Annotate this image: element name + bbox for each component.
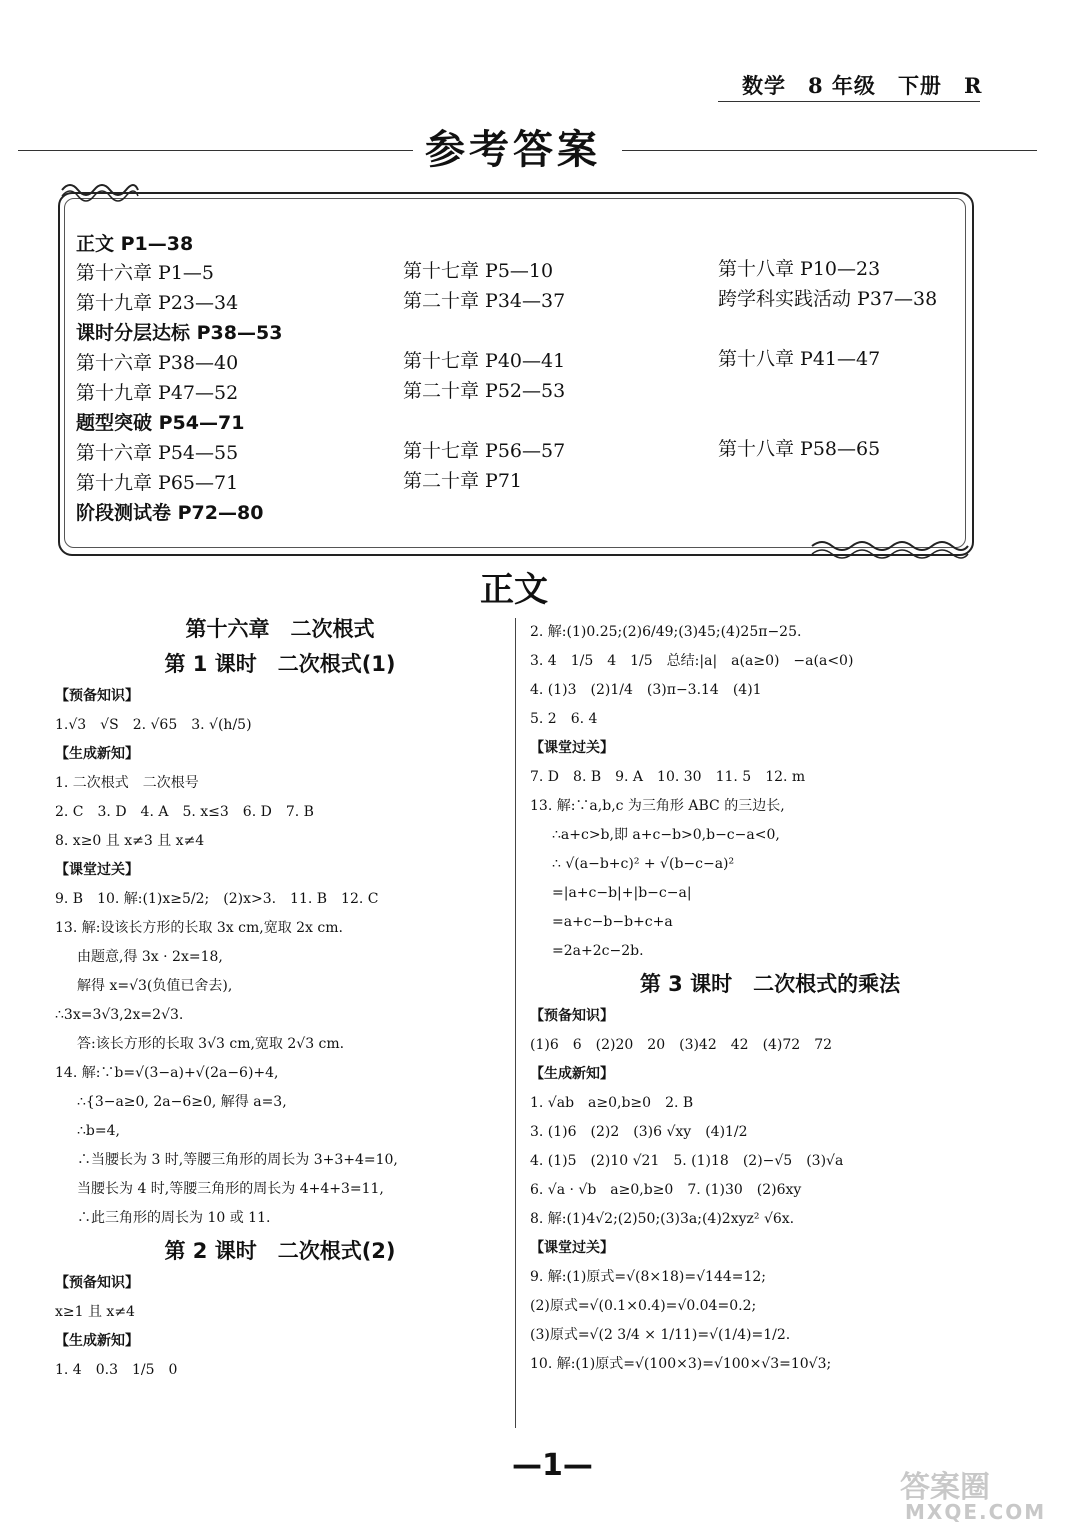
lesson-title: 第 2 课时 二次根式(2) xyxy=(164,1239,396,1263)
answer-line: 1.√3 √S 2. √65 3. √(h/5) xyxy=(55,717,252,733)
answer-line: 1. √ab a≥0,b≥0 2. B xyxy=(530,1095,694,1111)
wave-ornament-top xyxy=(60,178,140,202)
header-volume: 下册 xyxy=(897,73,942,98)
left-column xyxy=(55,612,505,1385)
answer-line: ∴{3−a≥0, 2a−6≥0, 解得 a=3, xyxy=(77,1094,287,1110)
section-label: 【课堂过关】 xyxy=(530,740,614,756)
answer-line: 6. √a · √b a≥0,b≥0 7. (1)30 (2)6xy xyxy=(530,1182,802,1198)
answer-line: ∴b=4, xyxy=(77,1123,120,1139)
toc-item: 第十六章 P1—5 xyxy=(76,262,215,284)
answer-line: 由题意,得 3x · 2x=18, xyxy=(77,949,223,965)
answer-line: 10. 解:(1)原式=√(100×3)=√100×√3=10√3; xyxy=(530,1356,832,1372)
header-subject: 数学 xyxy=(742,73,786,98)
toc-item: 第十六章 P38—40 xyxy=(76,352,239,374)
answer-line: 13. 解:∵a,b,c 为三角形 ABC 的三边长, xyxy=(530,798,785,814)
toc-item: 第十八章 P10—23 xyxy=(718,258,881,280)
answer-line: ∴ √(a−b+c)² + √(b−c−a)² xyxy=(552,856,735,872)
section-label: 【预备知识】 xyxy=(530,1008,614,1024)
lesson-title: 第 1 课时 二次根式(1) xyxy=(164,652,396,676)
page-header xyxy=(742,70,1004,100)
answer-line: =a+c−b−b+c+a xyxy=(552,914,673,930)
answer-line: ∴当腰长为 3 时,等腰三角形的周长为 3+3+4=10, xyxy=(77,1152,398,1168)
answer-line: 1. 4 0.3 1/5 0 xyxy=(55,1362,178,1378)
lesson1-answers xyxy=(55,682,505,1233)
section-label: 【预备知识】 xyxy=(55,688,139,704)
answer-line: =|a+c−b|+|b−c−a| xyxy=(552,885,692,901)
page-title: 参考答案 xyxy=(425,126,601,173)
section-label: 【生成新知】 xyxy=(55,1333,139,1349)
answer-line: (3)原式=√(2 3/4 × 1/11)=√(1/4)=1/2. xyxy=(530,1327,791,1343)
lesson3-answers xyxy=(530,1002,1010,1379)
answer-line: ∴3x=3√3,2x=2√3. xyxy=(55,1007,184,1023)
answer-line: 8. 解:(1)4√2;(2)50;(3)3a;(4)2xyz² √6x. xyxy=(530,1211,795,1227)
toc-item: 第十八章 P58—65 xyxy=(718,438,881,460)
toc-item: 跨学科实践活动 P37—38 xyxy=(718,288,938,310)
toc-heading: 正文 P1—38 xyxy=(76,233,194,255)
answer-line: ∴a+c>b,即 a+c−b>0,b−c−a<0, xyxy=(552,827,780,843)
toc-heading: 阶段测试卷 P72—80 xyxy=(76,502,264,524)
title-rule-right xyxy=(622,150,1037,151)
section-label: 【预备知识】 xyxy=(55,1275,139,1291)
answer-line: 7. D 8. B 9. A 10. 30 11. 5 12. m xyxy=(530,769,806,785)
toc-heading: 课时分层达标 P38—53 xyxy=(76,322,283,344)
toc-item: 第十八章 P41—47 xyxy=(718,348,881,370)
answer-line: 14. 解:∵b=√(3−a)+√(2a−6)+4, xyxy=(55,1065,279,1081)
toc-item: 第十七章 P56—57 xyxy=(403,440,566,462)
answer-line: 当腰长为 4 时,等腰三角形的周长为 4+4+3=11, xyxy=(77,1181,384,1197)
lesson-title: 第 3 课时 二次根式的乘法 xyxy=(639,972,901,996)
answer-line: (1)6 6 (2)20 20 (3)42 42 (4)72 72 xyxy=(530,1037,833,1053)
answer-line: 5. 2 6. 4 xyxy=(530,711,598,727)
wave-ornament-bottom xyxy=(810,538,970,562)
header-underline xyxy=(718,101,980,102)
answer-line: 2. 解:(1)0.25;(2)6/49;(3)45;(4)25π−25. xyxy=(530,624,802,640)
answer-line: =2a+2c−2b. xyxy=(552,943,644,959)
page-number: —1— xyxy=(512,1448,593,1483)
right-column xyxy=(530,618,1010,1379)
answer-line: 2. C 3. D 4. A 5. x≤3 6. D 7. B xyxy=(55,804,314,820)
answer-line: 解得 x=√3(负值已舍去), xyxy=(77,978,233,994)
answer-line: x≥1 且 x≠4 xyxy=(55,1304,135,1320)
answer-line: 9. 解:(1)原式=√(8×18)=√144=12; xyxy=(530,1269,767,1285)
header-edition: R xyxy=(963,73,983,98)
continued-answers xyxy=(530,618,1010,966)
watermark-url: MXQE.COM xyxy=(905,1500,1047,1524)
chapter-title: 第十六章 二次根式 xyxy=(185,617,375,641)
answer-line: (2)原式=√(0.1×0.4)=√0.04=0.2; xyxy=(530,1298,757,1314)
answer-line: 9. B 10. 解:(1)x≥5/2; (2)x>3. 11. B 12. C xyxy=(55,891,379,907)
toc-item: 第十九章 P47—52 xyxy=(76,382,239,404)
toc-item: 第十九章 P65—71 xyxy=(76,472,239,494)
toc-item: 第十七章 P5—10 xyxy=(403,260,554,282)
lesson2-answers xyxy=(55,1269,505,1385)
toc-heading: 题型突破 P54—71 xyxy=(76,412,245,434)
section-label: 【课堂过关】 xyxy=(530,1240,614,1256)
answer-line: 3. 4 1/5 4 1/5 总结:|a| a(a≥0) −a(a<0) xyxy=(530,653,854,669)
column-divider xyxy=(515,618,516,1428)
toc-item: 第二十章 P52—53 xyxy=(403,380,566,402)
toc-item: 第十九章 P23—34 xyxy=(76,292,239,314)
watermark-logo: 答案圈 xyxy=(900,1470,990,1505)
toc-item: 第二十章 P71 xyxy=(403,470,523,492)
answer-line: ∴此三角形的周长为 10 或 11. xyxy=(77,1210,271,1226)
answer-line: 13. 解:设该长方形的长取 3x cm,宽取 2x cm. xyxy=(55,920,343,936)
answer-line: 4. (1)3 (2)1/4 (3)π−3.14 (4)1 xyxy=(530,682,762,698)
answer-line: 4. (1)5 (2)10 √21 5. (1)18 (2)−√5 (3)√a xyxy=(530,1153,844,1169)
toc-item: 第二十章 P34—37 xyxy=(403,290,566,312)
section-label: 【课堂过关】 xyxy=(55,862,139,878)
answer-line: 3. (1)6 (2)2 (3)6 √xy (4)1/2 xyxy=(530,1124,748,1140)
answer-line: 1. 二次根式 二次根号 xyxy=(55,775,199,791)
section-title: 正文 xyxy=(480,570,548,610)
answer-line: 答:该长方形的长取 3√3 cm,宽取 2√3 cm. xyxy=(77,1036,345,1052)
answer-line: 8. x≥0 且 x≠3 且 x≠4 xyxy=(55,833,205,849)
toc-item: 第十六章 P54—55 xyxy=(76,442,239,464)
title-rule-left xyxy=(18,150,413,151)
header-grade: 8 年级 xyxy=(808,73,876,98)
toc-item: 第十七章 P40—41 xyxy=(403,350,566,372)
section-label: 【生成新知】 xyxy=(530,1066,614,1082)
section-label: 【生成新知】 xyxy=(55,746,139,762)
